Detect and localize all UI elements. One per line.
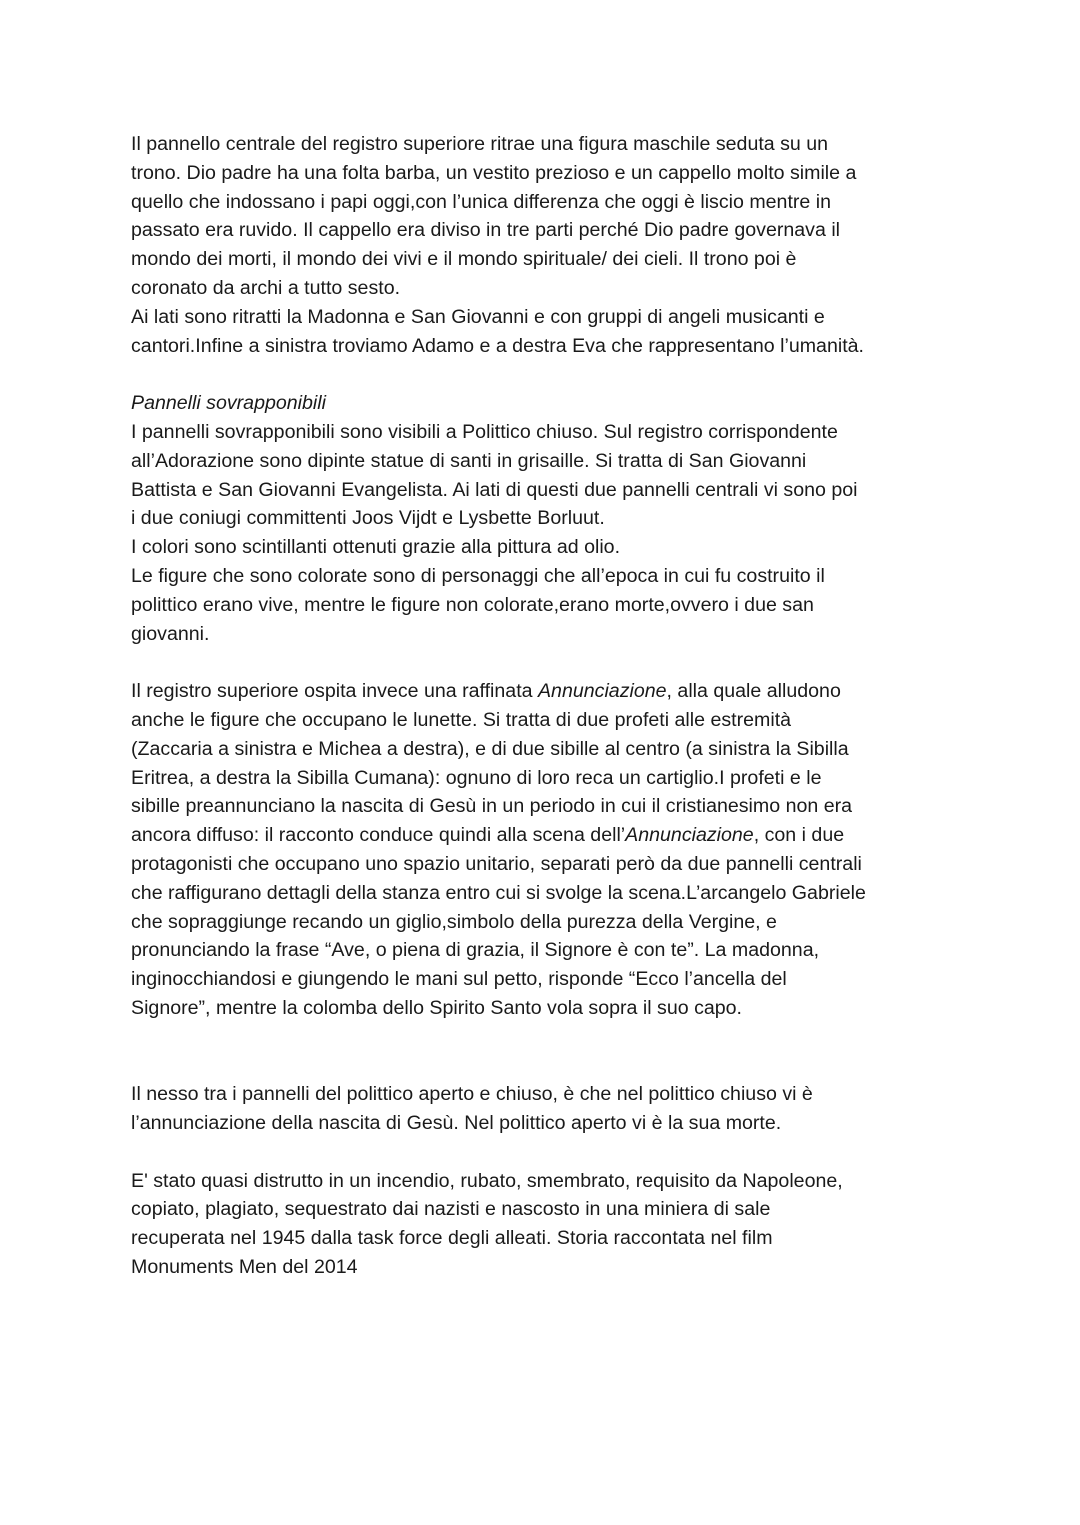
text-line: Eritrea, a destra la Sibilla Cumana): ognuno di loro reca un cartiglio.I profeti e le <box>131 766 822 789</box>
text-line: I colori sono scintillanti ottenuti grazie alla pittura ad olio. <box>131 536 621 559</box>
text-line: inginocchiandosi e giungendo le mani sul petto, risponde “Ecco l’ancella del <box>131 968 787 991</box>
paragraph-annunciazione <box>131 677 961 1023</box>
text-run: , alla quale alludono <box>666 680 841 703</box>
text-line: Le figure che sono colorate sono di personaggi che all’epoca in cui fu costruito il <box>131 564 825 587</box>
section-heading: Pannelli sovrapponibili <box>131 392 326 415</box>
text-line <box>131 821 961 850</box>
text-line: che sopraggiunge recando un giglio,simbolo della purezza della Vergine, e <box>131 910 777 933</box>
text-line: trono. Dio padre ha una folta barba, un vestito prezioso e un cappello molto simile a <box>131 161 857 184</box>
text-line: I pannelli sovrapponibili sono visibili a Polittico chiuso. Sul registro corrispondente <box>131 420 838 443</box>
text-line: passato era ruvido. Il cappello era diviso in tre parti perché Dio padre governava il <box>131 219 841 242</box>
text-line: Monuments Men del 2014 <box>131 1256 358 1279</box>
text-line <box>131 677 961 706</box>
text-line: all’Adorazione sono dipinte statue di santi in grisaille. Si tratta di San Giovanni <box>131 449 807 472</box>
text-line: mondo dei morti, il mondo dei vivi e il mondo spirituale/ dei cieli. Il trono poi è <box>131 248 797 271</box>
text-line: copiato, plagiato, sequestrato dai nazisti e nascosto in una miniera di sale <box>131 1198 771 1221</box>
text-line: giovanni. <box>131 622 210 645</box>
text-line: recuperata nel 1945 dalla task force degli alleati. Storia raccontata nel film <box>131 1227 773 1250</box>
text-line: sibille preannunciano la nascita di Gesù in un periodo in cui il cristianesimo non era <box>131 795 853 818</box>
text-line: Ai lati sono ritratti la Madonna e San Giovanni e con gruppi di angeli musicanti e <box>131 305 825 328</box>
text-line: (Zaccaria a sinistra e Michea a destra), e di due sibille al centro (a sinistra la Sibilla <box>131 737 849 760</box>
paragraph-spacer <box>131 1023 961 1081</box>
paragraph-nesso <box>131 1080 961 1138</box>
text-line: polittico erano vive, mentre le figure non colorate,erano morte,ovvero i due san <box>131 593 814 616</box>
text-run: ancora diffuso: il racconto conduce quindi alla scena dell’ <box>131 824 626 847</box>
paragraph-spacer <box>131 360 961 389</box>
text-line: cantori.Infine a sinistra troviamo Adamo e a destra Eva che rappresentano l’umanità. <box>131 334 864 357</box>
text-line: Signore”, mentre la colomba dello Spirito Santo vola sopra il suo capo. <box>131 996 743 1019</box>
text-line: quello che indossano i papi oggi,con l’unica differenza che oggi è liscio mentre in <box>131 190 832 213</box>
text-line: l’annunciazione della nascita di Gesù. Nel polittico aperto vi è la sua morte. <box>131 1112 782 1135</box>
paragraph-trono <box>131 130 961 360</box>
text-line: che raffigurano dettagli della stanza entro cui si svolge la scena.L’arcangelo Gabriele <box>131 881 866 904</box>
text-line: pronunciando la frase “Ave, o piena di grazia, il Signore è con te”. La madonna, <box>131 939 820 962</box>
text-line: protagonisti che occupano uno spazio unitario, separati però da due pannelli centrali <box>131 852 862 875</box>
text-run: , con i due <box>753 824 845 847</box>
text-line: i due coniugi committenti Joos Vijdt e Lysbette Borluut. <box>131 507 605 530</box>
text-line: Battista e San Giovanni Evangelista. Ai lati di questi due pannelli centrali vi sono poi <box>131 478 858 501</box>
emphasis-annunciazione: Annunciazione <box>537 680 667 703</box>
paragraph-spacer <box>131 648 961 677</box>
text-line: E' stato quasi distrutto in un incendio, rubato, smembrato, requisito da Napoleone, <box>131 1169 843 1192</box>
paragraph-storia <box>131 1167 961 1282</box>
text-line: coronato da archi a tutto sesto. <box>131 276 401 299</box>
paragraph-pannelli <box>131 389 961 648</box>
text-line: Il nesso tra i pannelli del polittico aperto e chiuso, è che nel polittico chiuso vi è <box>131 1083 813 1106</box>
document-page <box>131 130 961 1282</box>
text-run: Il registro superiore ospita invece una raffinata <box>131 680 538 703</box>
text-line: anche le figure che occupano le lunette. Si tratta di due profeti alle estremità <box>131 708 792 731</box>
emphasis-annunciazione: Annunciazione <box>625 824 754 847</box>
paragraph-spacer <box>131 1138 961 1167</box>
text-line: Il pannello centrale del registro superiore ritrae una figura maschile seduta su un <box>131 133 829 155</box>
